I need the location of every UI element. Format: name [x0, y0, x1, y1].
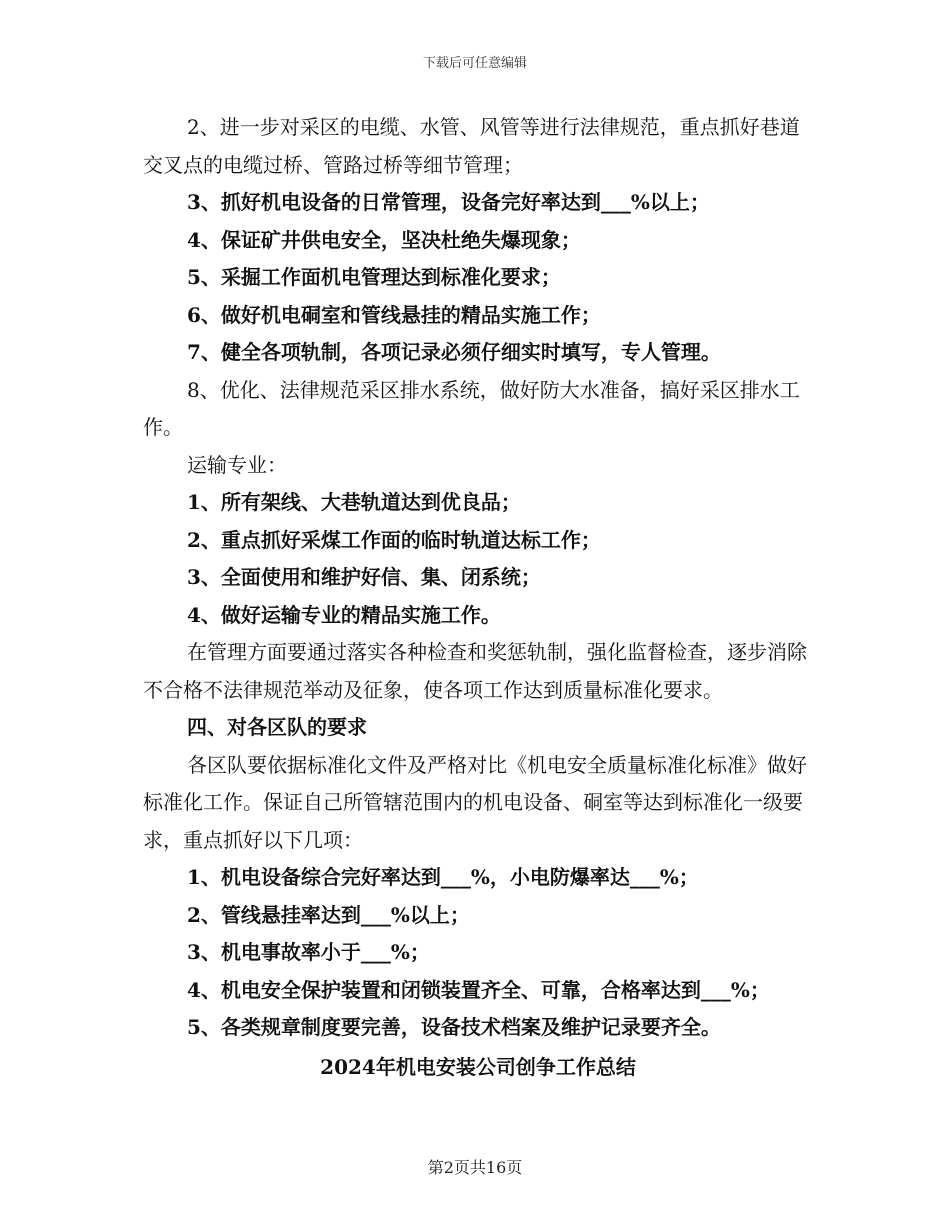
paragraph-3: 4、保证矿井供电安全，坚决杜绝失爆现象； — [187, 227, 581, 252]
paragraph-15: 2、管线悬挂率达到___%以上； — [187, 902, 470, 927]
paragraph-11: 4、做好运输专业的精品实施工作。 — [187, 602, 501, 627]
page-footer: 第2页共16页 — [427, 1158, 523, 1177]
paragraph-18: 5、各类规章制度要完善，设备技术档案及维护记录要齐全。 — [187, 1015, 721, 1039]
paragraph-5: 6、做好机电硐室和管线悬挂的精品实施工作； — [187, 302, 601, 327]
section-heading-4: 四、对各区队的要求 — [187, 715, 367, 739]
paragraph-16: 3、机电事故率小于___%； — [187, 940, 430, 964]
document-body — [143, 109, 813, 1086]
paragraph-12: 在管理方面要通过落实各种检查和奖惩轨制，强化监督检查，逐步消除不合格不法律规范举动及征象，使各项工作达到质量标准化要求。 — [143, 640, 807, 702]
page-header: 下载后可任意编辑 — [422, 56, 527, 71]
paragraph-6: 7、健全各项轨制，各项记录必须仔细实时填写，专人管理。 — [187, 340, 721, 364]
paragraph-4: 5、采掘工作面机电管理达到标准化要求； — [187, 265, 561, 289]
paragraph-17: 4、机电安全保护装置和闭锁装置齐全、可靠，合格率达到___%； — [187, 977, 770, 1002]
paragraph-9: 2、重点抓好采煤工作面的临时轨道达标工作； — [187, 527, 601, 552]
paragraph-1: 2、进一步对采区的电缆、水管、风管等进行法律规范，重点抓好巷道交叉点的电缆过桥、管路过桥等细节管理； — [143, 115, 800, 177]
paragraph-13: 各区队要依据标准化文件及严格对比《机电安全质量标准化标准》做好标准化工作。保证自己所管辖范围内的机电设备、硐室等达到标准化一级要求，重点抓好以下几项： — [143, 752, 807, 852]
section-heading-transport: 运输专业： — [187, 452, 287, 477]
paragraph-2: 3、抓好机电设备的日常管理，设备完好率达到___%以上； — [187, 190, 710, 214]
paragraph-8: 1、所有架线、大巷轨道达到优良品； — [187, 490, 521, 514]
paragraph-14: 1、机电设备综合完好率达到___%，小电防爆率达___%； — [187, 865, 699, 889]
next-document-title: 2024年机电安装公司创争工作总结 — [320, 1054, 636, 1079]
paragraph-7: 8、优化、法律规范采区排水系统，做好防大水准备，搞好采区排水工作。 — [143, 377, 800, 439]
paragraph-10: 3、全面使用和维护好信、集、闭系统； — [187, 565, 541, 589]
